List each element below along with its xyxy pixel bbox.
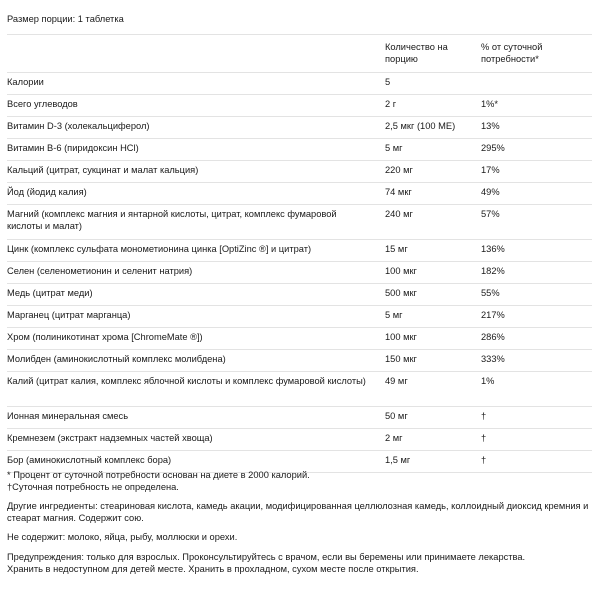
- table-row: [7, 240, 592, 262]
- table-row: [7, 73, 592, 95]
- nutrient-daily-value: †: [481, 451, 592, 473]
- nutrient-daily-value: 57%: [481, 205, 592, 240]
- nutrient-name: Магний (комплекс магния и янтарной кислоты, цитрат, комплекс фумаровой кислоты и малат): [7, 205, 385, 240]
- header-nutrient: [7, 38, 385, 73]
- nutrient-daily-value: 13%: [481, 117, 592, 139]
- header-daily-value: % от суточной потребности*: [481, 38, 592, 73]
- nutrient-amount: 5 мг: [385, 139, 481, 161]
- table-row: [7, 306, 592, 328]
- nutrient-amount: 49 мг: [385, 372, 481, 407]
- dagger-note: †Суточная потребность не определена.: [7, 481, 179, 492]
- nutrient-name: Кремнезем (экстракт надземных частей хвоща): [7, 429, 385, 451]
- nutrient-amount: 5 мг: [385, 306, 481, 328]
- header-amount: Количество на порцию: [385, 38, 481, 73]
- nutrient-name: Марганец (цитрат марганца): [7, 306, 385, 328]
- nutrient-daily-value: 286%: [481, 328, 592, 350]
- table-row: [7, 95, 592, 117]
- divider: [7, 34, 592, 35]
- nutrient-amount: 100 мкг: [385, 328, 481, 350]
- nutrient-daily-value: †: [481, 407, 592, 429]
- nutrient-daily-value: 136%: [481, 240, 592, 262]
- nutrient-name: Калории: [7, 73, 385, 95]
- table-row: [7, 161, 592, 183]
- footnotes: [7, 470, 592, 575]
- free-of-statement: Не содержит: молоко, яйца, рыбу, моллюски и орехи.: [7, 532, 238, 543]
- nutrient-name: Йод (йодид калия): [7, 183, 385, 205]
- nutrient-name: Молибден (аминокислотный комплекс молибдена): [7, 350, 385, 372]
- nutrient-name: Цинк (комплекс сульфата монометионина цинка [OptiZinc ®] и цитрат): [7, 240, 385, 262]
- nutrient-name: Всего углеводов: [7, 95, 385, 117]
- table-row: [7, 328, 592, 350]
- supplement-facts-table: [7, 38, 592, 473]
- nutrient-amount: 220 мг: [385, 161, 481, 183]
- nutrient-daily-value: 55%: [481, 284, 592, 306]
- warning-line-2: Хранить в недоступном для детей месте. Хранить в прохладном, сухом месте после открытия.: [7, 563, 419, 574]
- table-row: [7, 407, 592, 429]
- nutrient-amount: 500 мкг: [385, 284, 481, 306]
- nutrient-name: Витамин D-3 (холекальциферол): [7, 117, 385, 139]
- nutrient-daily-value: 217%: [481, 306, 592, 328]
- nutrient-amount: 1,5 мг: [385, 451, 481, 473]
- nutrient-amount: 240 мг: [385, 205, 481, 240]
- nutrient-name: Селен (селенометионин и селенит натрия): [7, 262, 385, 284]
- nutrient-name: Медь (цитрат меди): [7, 284, 385, 306]
- nutrient-name: Витамин B-6 (пиридоксин HCl): [7, 139, 385, 161]
- nutrient-daily-value: †: [481, 429, 592, 451]
- nutrient-name: Ионная минеральная смесь: [7, 407, 385, 429]
- nutrient-daily-value: [481, 73, 592, 95]
- nutrient-amount: 2 г: [385, 95, 481, 117]
- table-row: [7, 284, 592, 306]
- nutrient-daily-value: 17%: [481, 161, 592, 183]
- nutrient-daily-value: 182%: [481, 262, 592, 284]
- table-row: [7, 205, 592, 240]
- other-ingredients: Другие ингредиенты: стеариновая кислота, камедь акации, модифицированная целлюлозная камедь, коллоидный диоксид кремния и стеарат магния. Содержит сою.: [7, 501, 589, 523]
- nutrient-name: Бор (аминокислотный комплекс бора): [7, 451, 385, 473]
- serving-size: Размер порции: 1 таблетка: [7, 14, 124, 24]
- nutrient-amount: 74 мкг: [385, 183, 481, 205]
- nutrient-name: Хром (полиникотинат хрома [ChromeMate ®]): [7, 328, 385, 350]
- nutrient-name: Калий (цитрат калия, комплекс яблочной кислоты и комплекс фумаровой кислоты): [7, 372, 385, 407]
- daily-value-note: * Процент от суточной потребности основан на диете в 2000 калорий.: [7, 470, 310, 480]
- nutrient-amount: 50 мг: [385, 407, 481, 429]
- warning-line-1: Предупреждения: только для взрослых. Проконсультируйтесь с врачом, если вы беремены или принимаете лекарства.: [7, 552, 526, 563]
- nutrient-amount: 150 мкг: [385, 350, 481, 372]
- nutrient-amount: 2,5 мкг (100 МЕ): [385, 117, 481, 139]
- nutrient-amount: 5: [385, 73, 481, 95]
- nutrient-amount: 15 мг: [385, 240, 481, 262]
- table-header-row: [7, 38, 592, 73]
- table-row: [7, 262, 592, 284]
- table-row: [7, 183, 592, 205]
- nutrient-daily-value: 49%: [481, 183, 592, 205]
- nutrient-daily-value: 1%*: [481, 95, 592, 117]
- nutrient-name: Кальций (цитрат, сукцинат и малат кальция): [7, 161, 385, 183]
- nutrient-amount: 100 мкг: [385, 262, 481, 284]
- nutrient-amount: 2 мг: [385, 429, 481, 451]
- table-row: [7, 350, 592, 372]
- nutrient-daily-value: 1%: [481, 372, 592, 407]
- nutrient-daily-value: 295%: [481, 139, 592, 161]
- table-row: [7, 139, 592, 161]
- nutrient-daily-value: 333%: [481, 350, 592, 372]
- table-row: [7, 429, 592, 451]
- table-row: [7, 372, 592, 407]
- table-row: [7, 117, 592, 139]
